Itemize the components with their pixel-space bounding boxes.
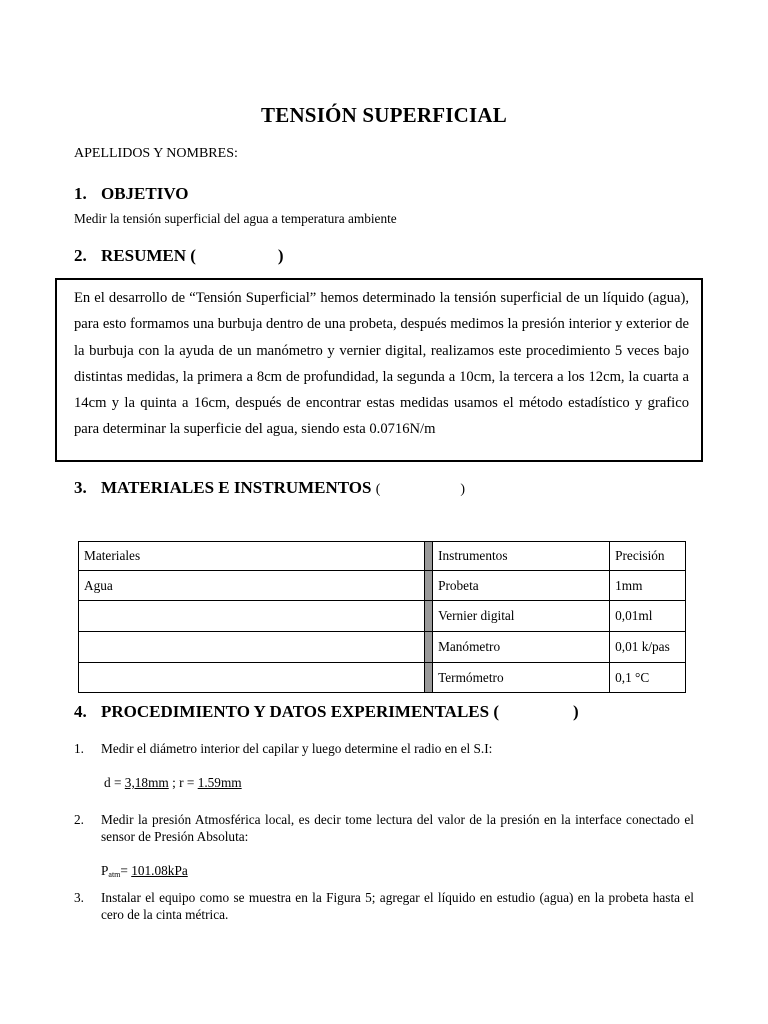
atmospheric-pressure-formula [101,863,188,879]
column-separator [424,632,432,663]
diameter-radius-formula [104,775,242,791]
header-materiales: Materiales [79,542,425,571]
table-cell: 0,01 k/pas [610,632,686,663]
resumen-text: En el desarrollo de “Tensión Superficial” hemos determinado la tensión superficial de un líquido (agua), para esto formamos una burbuja dentro de una probeta, después medimos la presión interior y exterior de la burbuja con la ayuda de un manómetro y vernier digital, realizamos este procedimiento 5 veces bajo distintas medidas, la primera a 8cm de profundidad, la segunda a 10cm, la tercera a los 12cm, la cuarta a 14cm y la quinta a 16cm, después de encontrar estas medidas usamos el método estadístico y grafico para determinar la superficie del agua, siendo esta 0.0716N/m [74,290,689,438]
document-title: TENSIÓN SUPERFICIAL [261,103,507,127]
table-row [79,632,686,663]
step-text: Medir la presión Atmosférica local, es decir tome lectura del valor de la presión en la interface conectado el sensor de Presión Absoluta: [101,812,694,844]
table-cell: Agua [79,571,425,601]
materials-table [78,541,686,693]
procedure-step [74,740,694,757]
table-row [79,663,686,693]
table-row [79,571,686,601]
table-cell: Vernier digital [433,601,610,632]
table-cell: Probeta [433,571,610,601]
section-open-paren: ( [375,482,381,497]
table-header-row [79,542,686,571]
section-close-paren: ) [572,702,579,721]
section-number: 1. [74,184,87,203]
section-materiales-heading [74,478,465,498]
section-close-paren: ) [460,482,466,497]
pressure-value: 101.08kPa [131,863,188,878]
pressure-equals: = [120,863,132,878]
objetivo-text: Medir la tensión superficial del agua a temperatura ambiente [74,211,397,226]
table-cell: 0,01ml [610,601,686,632]
table-cell: Termómetro [433,663,610,693]
column-separator [424,601,432,632]
table-cell [79,601,425,632]
step-text: Instalar el equipo como se muestra en la Figura 5; agregar el líquido en estudio (agua) en la probeta hasta el cero de la cinta métrica. [101,890,694,922]
table-cell: 0,1 °C [610,663,686,693]
column-separator [424,663,432,693]
step-number: 1. [74,741,84,756]
apellidos-label: APELLIDOS Y NOMBRES: [74,146,238,161]
pressure-symbol: P [101,863,109,878]
section-objetivo-heading [74,184,189,204]
table-cell: 1mm [610,571,686,601]
table-cell [79,632,425,663]
section-number: 3. [74,478,87,497]
diameter-value: 3,18mm [124,775,169,790]
column-separator [424,542,432,571]
section-close-paren: ) [277,246,284,265]
header-instrumentos: Instrumentos [433,542,610,571]
radius-value: 1.59mm [197,775,242,790]
section-title: PROCEDIMIENTO Y DATOS EXPERIMENTALES ( [101,702,499,721]
diameter-label: d = [104,775,125,790]
header-precision: Precisión [610,542,686,571]
step-number: 2. [74,812,84,827]
procedure-step [74,889,694,923]
resumen-box [55,278,703,462]
section-title: MATERIALES E INSTRUMENTOS [101,478,372,497]
section-title: RESUMEN ( [101,246,196,265]
section-procedimiento-heading [74,702,579,722]
table-cell [79,663,425,693]
section-title: OBJETIVO [101,184,189,203]
table-row [79,601,686,632]
pressure-subscript: atm [108,870,121,879]
procedure-step [74,811,694,845]
step-text: Medir el diámetro interior del capilar y luego determine el radio en el S.I: [101,741,493,756]
step-number: 3. [74,890,84,905]
radius-label: ; r = [168,775,198,790]
section-number: 2. [74,246,87,265]
table-cell: Manómetro [433,632,610,663]
section-resumen-heading [74,246,284,266]
column-separator [424,571,432,601]
section-number: 4. [74,702,87,721]
